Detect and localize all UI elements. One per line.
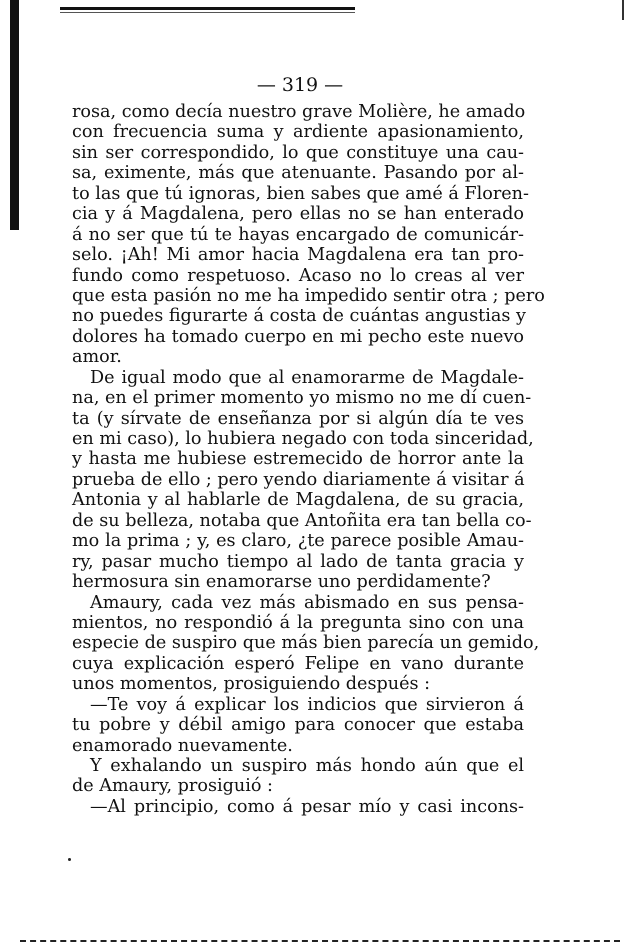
body-text bbox=[72, 102, 545, 817]
text-line: ta (y sírvate de enseñanza por si algún día te ves bbox=[72, 408, 524, 429]
text-line: enamorado nuevamente. bbox=[72, 735, 293, 756]
text-line: que esta pasión no me ha impedido sentir otra ; pero bbox=[72, 285, 545, 306]
text-line: mientos, no respondió á la pregunta sino con una bbox=[72, 612, 524, 633]
text-line: de su belleza, notaba que Antoñita era tan bella co- bbox=[72, 510, 532, 531]
text-line: especie de suspiro que más bien parecía un gemido, bbox=[72, 633, 540, 654]
text-line: dolores ha tomado cuerpo en mi pecho este nuevo bbox=[72, 326, 524, 347]
text-line: Antonia y al hablarle de Magdalena, de su gracia, bbox=[72, 490, 524, 511]
text-line: amor. bbox=[72, 347, 122, 368]
text-line: Amaury, cada vez más abismado en sus pensa- bbox=[90, 592, 524, 613]
page-number: — 319 — bbox=[256, 74, 344, 96]
text-line: á no ser que tú te hayas encargado de comunicár- bbox=[72, 224, 524, 245]
scan-edge-mark bbox=[622, 0, 624, 20]
text-line: —Te voy á explicar los indicios que sirvieron á bbox=[90, 694, 524, 715]
text-line: no puedes figurarte á costa de cuántas angustias y bbox=[72, 306, 526, 327]
text-line: Y exhalando un suspiro más hondo aún que el bbox=[90, 756, 524, 776]
text-line: —Al principio, como á pesar mío y casi incons- bbox=[90, 796, 524, 817]
text-line: cuya explicación esperó Felipe en vano durante bbox=[72, 653, 524, 674]
text-line: fundo como respetuoso. Acaso no lo creas al ver bbox=[72, 265, 524, 286]
scan-bottom-dashes bbox=[20, 940, 620, 942]
text-line: cia y á Magdalena, pero ellas no se han enterado bbox=[72, 204, 524, 225]
text-line: y hasta me hubiese estremecido de horror ante la bbox=[72, 449, 524, 470]
text-line: de Amaury, prosiguió : bbox=[72, 776, 273, 797]
text-line: mo la prima ; y, es claro, ¿te parece posible Amau- bbox=[72, 531, 524, 552]
text-line: hermosura sin enamorarse uno perdidamente? bbox=[72, 572, 491, 593]
scan-edge-bar bbox=[10, 0, 19, 230]
text-line: na, en el primer momento yo mismo no me dí cuen- bbox=[72, 388, 532, 409]
text-line: sin ser correspondido, lo que constituye una cau- bbox=[72, 142, 524, 163]
scan-top-rule-thin bbox=[60, 12, 355, 13]
text-line: con frecuencia suma y ardiente apasionamiento, bbox=[72, 122, 524, 143]
text-line: to las que tú ignoras, bien sabes que amé á Floren- bbox=[72, 183, 529, 204]
text-line: De igual modo que al enamorarme de Magdale- bbox=[90, 367, 524, 388]
text-line: sa, eximente, más que atenuante. Pasando por al- bbox=[72, 163, 524, 184]
text-line: prueba de ello ; pero yendo diariamente á visitar á bbox=[72, 469, 525, 490]
scan-top-rule bbox=[60, 7, 355, 10]
text-line: tu pobre y débil amigo para conocer que estaba bbox=[72, 715, 524, 736]
ink-speck bbox=[68, 858, 71, 861]
text-line: unos momentos, prosiguiendo después : bbox=[72, 674, 431, 695]
text-line: rosa, como decía nuestro grave Molière, he amado bbox=[72, 102, 526, 122]
text-line: en mi caso), lo hubiera negado con toda sinceridad, bbox=[72, 429, 534, 449]
text-line: selo. ¡Ah! Mi amor hacia Magdalena era tan pro- bbox=[72, 245, 524, 266]
text-line: ry, pasar mucho tiempo al lado de tanta gracia y bbox=[72, 551, 524, 572]
